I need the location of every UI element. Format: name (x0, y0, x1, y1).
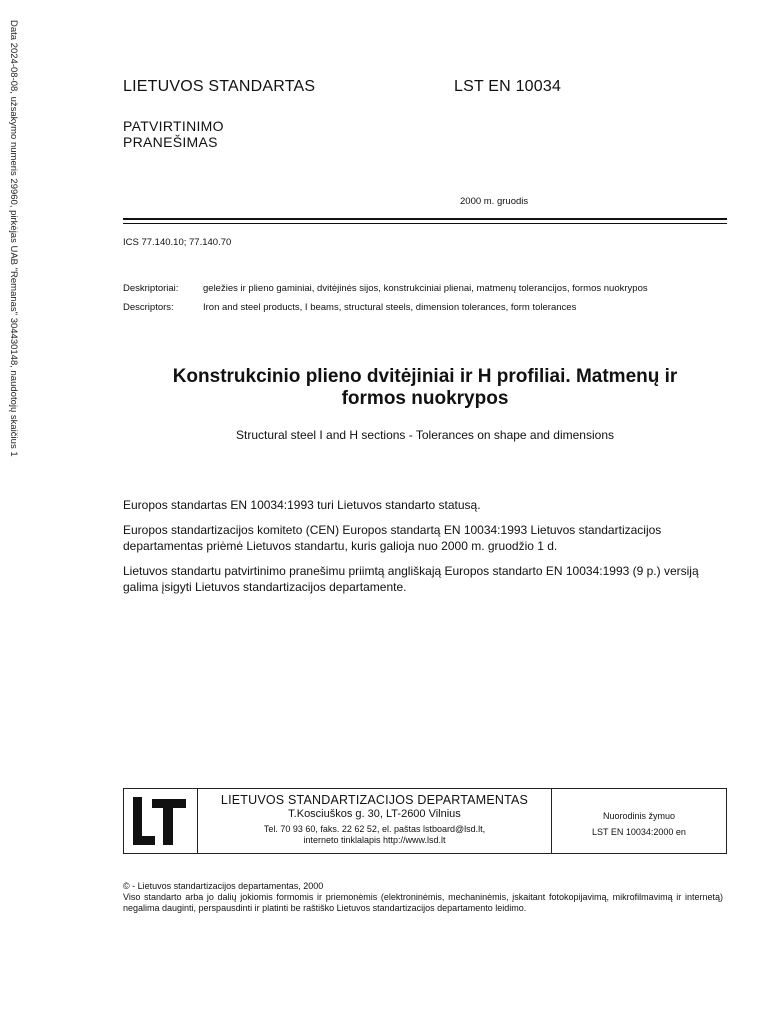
issue-date: 2000 m. gruodis (460, 196, 529, 207)
document-title-line-1: Konstrukcinio plieno dvitėjiniai ir H profiliai. Matmenų ir (172, 366, 678, 387)
notice-heading (123, 118, 224, 150)
document-subtitle: Structural steel I and H sections - Tolerances on shape and dimensions (236, 428, 614, 442)
notice-line-2: PRANEŠIMAS (123, 134, 218, 150)
document-title (123, 366, 727, 410)
reference-code: LST EN 10034:2000 en (592, 827, 686, 837)
copyright-body: Viso standarto arba jo dalių jokiomis formomis ir priemonėmis (elektroninėmis, mechaninėmis, įskaitant fotokopijavimą, mikrofilmavimą ir internetą) negalima dauginti, perspausdinti ir platinti be raštiško Lietuvos standartizacijos departamento leidimo. (123, 892, 723, 913)
department-cell (198, 789, 552, 853)
descriptors-lt-label: Deskriptoriai: (123, 283, 179, 294)
publisher-box (123, 788, 727, 854)
ics-codes: ICS 77.140.10; 77.140.70 (123, 237, 232, 248)
paragraph-availability: Lietuvos standartu patvirtinimo pranešimu priimtą angliškają Europos standarto EN 10034:1993 (9 p.) versiją galima įsigyti Lietuvos standartizacijos departamente. (123, 564, 699, 594)
standard-code: LST EN 10034 (454, 78, 562, 95)
descriptors-en-text: Iron and steel products, I beams, structural steels, dimension tolerances, form tolerances (203, 302, 577, 313)
department-phone: Tel. 70 93 60, faks. 22 62 52, el. paštas lstboard@lsd.lt, (263, 824, 486, 834)
notice-line-1: PATVIRTINIMO (123, 118, 224, 134)
document-title-line-2: formos nuokrypos (341, 388, 509, 409)
descriptors-en-label: Descriptors: (123, 302, 174, 313)
lsd-logo (130, 793, 190, 849)
reference-label: Nuorodinis žymuo (602, 811, 676, 821)
descriptors-lt-text: geležies ir plieno gaminiai, dvitėjinės sijos, konstrukciniai plienai, matmenų tolerancijos, formos nuokrypos (203, 283, 648, 294)
copyright-line: © - Lietuvos standartizacijos departamentas, 2000 (123, 881, 324, 891)
copyright-notice (123, 881, 723, 914)
logo-cell (124, 789, 198, 853)
department-address: T.Kosciuškos g. 30, LT-2600 Vilnius (288, 808, 461, 820)
reference-cell (552, 789, 726, 853)
purchase-info-side-note: Data 2024-08-08, užsakymo numeris 29960, pirkėjas UAB "Remanas" 304430148, naudotojų skaičius 1 (8, 20, 19, 457)
department-contact (198, 824, 551, 846)
paragraph-status: Europos standartas EN 10034:1993 turi Lietuvos standarto statusą. (123, 498, 481, 512)
paragraph-adoption: Europos standartizacijos komiteto (CEN) Europos standartą EN 10034:1993 Lietuvos standartizacijos departamentas priėmė Lietuvos standartu, kuris galioja nuo 2000 m. gruodžio 1 d. (123, 523, 662, 553)
department-name: LIETUVOS STANDARTIZACIJOS DEPARTAMENTAS (220, 793, 529, 807)
logo-text: LT (130, 793, 132, 794)
department-web: interneto tinklalapis http://www.lsd.lt (303, 835, 446, 845)
header-divider-thick (123, 218, 727, 220)
standard-title: LIETUVOS STANDARTAS (123, 78, 316, 95)
header-divider-thin (123, 223, 727, 224)
